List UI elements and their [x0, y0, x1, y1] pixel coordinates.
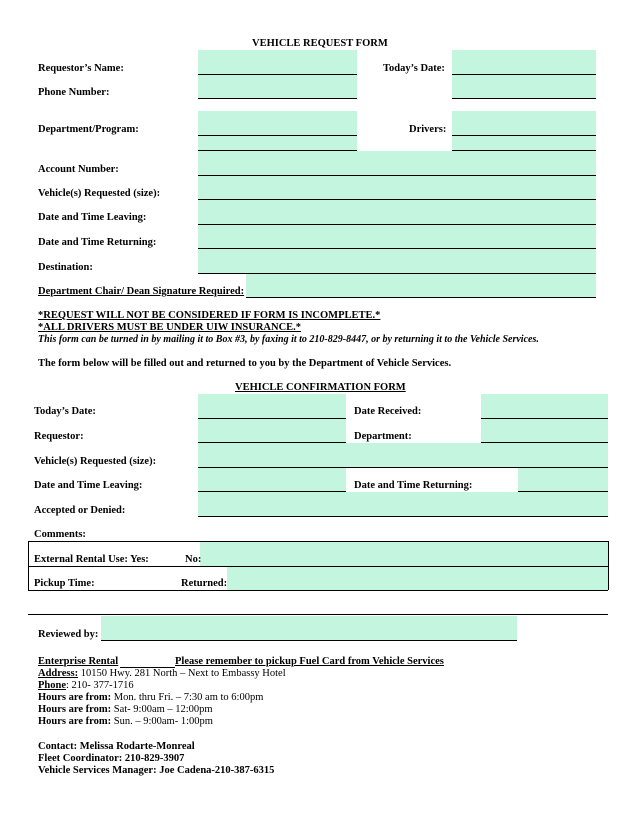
- conf-requestor-label: Requestor:: [34, 431, 84, 442]
- drivers-field[interactable]: [452, 111, 596, 151]
- insurance-notice: *ALL DRIVERS MUST BE UNDER UIW INSURANCE.*: [38, 322, 302, 333]
- signature-label: Department Chair/ Dean Signature Required:: [38, 286, 245, 297]
- conf-leaving-field[interactable]: [198, 467, 346, 492]
- contact-line: Contact: Melissa Rodarte-Monreal: [38, 741, 195, 752]
- signature-field[interactable]: [246, 273, 596, 297]
- comments-label: Comments:: [34, 529, 86, 540]
- address-line: [38, 668, 286, 679]
- hours-line-1: Hours are from: Mon. thru Fri. – 7:30 am to 6:00pm: [38, 692, 264, 703]
- reviewed-by-field[interactable]: [101, 616, 517, 641]
- account-field[interactable]: [198, 151, 596, 175]
- fuel-card-reminder: Please remember to pickup Fuel Card from Vehicle Services: [175, 656, 444, 667]
- destination-label: Destination:: [38, 262, 93, 273]
- requestor-name-label: Requestor’s Name:: [38, 63, 124, 74]
- conf-leaving-label: Date and Time Leaving:: [34, 480, 143, 491]
- date-received-field[interactable]: [481, 394, 608, 418]
- returning-label: Date and Time Returning:: [38, 237, 157, 248]
- vehicles-label: Vehicle(s) Requested (size):: [38, 188, 161, 199]
- returned-field[interactable]: [227, 566, 608, 590]
- account-label: Account Number:: [38, 164, 119, 175]
- conf-requestor-field[interactable]: [198, 418, 346, 443]
- returned-label: Returned:: [181, 578, 228, 589]
- below-text: The form below will be filled out and returned to you by the Department of Vehicle Services.: [38, 358, 452, 369]
- enterprise-rental: Enterprise Rental: [38, 656, 119, 667]
- date-received-label: Date Received:: [354, 406, 422, 417]
- accepted-label: Accepted or Denied:: [34, 505, 126, 516]
- conf-todays-date-field[interactable]: [198, 394, 346, 418]
- conf-returning-field[interactable]: [518, 467, 608, 492]
- destination-field[interactable]: [198, 249, 596, 273]
- conf-todays-date-label: Today’s Date:: [34, 406, 96, 417]
- conf-department-field[interactable]: [481, 418, 608, 443]
- todays-date-field[interactable]: [452, 50, 596, 75]
- pickup-time-label: Pickup Time:: [34, 578, 95, 589]
- requestor-name-field[interactable]: [198, 50, 357, 75]
- returning-field[interactable]: [198, 224, 596, 249]
- phone-value: : 210- 377-1716: [66, 680, 134, 691]
- conf-returning-label: Date and Time Returning:: [354, 480, 473, 491]
- accepted-field[interactable]: [198, 492, 608, 516]
- manager-line: Vehicle Services Manager: Joe Cadena-210-387-6315: [38, 765, 275, 776]
- phone-label-footer: Phone: [38, 680, 67, 691]
- address-label: Address:: [38, 668, 79, 679]
- no-label: No:: [185, 554, 202, 565]
- phone-line: [38, 680, 134, 691]
- fleet-coordinator-line: Fleet Coordinator: 210-829-3907: [38, 753, 185, 764]
- phone-label: Phone Number:: [38, 87, 110, 98]
- confirmation-form-title: VEHICLE CONFIRMATION FORM: [235, 382, 406, 393]
- reviewed-by-label: Reviewed by:: [38, 629, 99, 640]
- leaving-field[interactable]: [198, 200, 596, 224]
- conf-vehicles-field[interactable]: [198, 443, 608, 467]
- hours-line-3: Hours are from: Sun. – 9:00am- 1:00pm: [38, 716, 213, 727]
- leaving-label: Date and Time Leaving:: [38, 212, 147, 223]
- rental-no-field[interactable]: [200, 542, 608, 566]
- instructions-text: This form can be turned in by mailing it to Box #3, by faxing it to 210-829-8447, or by returning it to the Vehicle Services.: [38, 334, 539, 345]
- department-label: Department/Program:: [38, 124, 139, 135]
- todays-date-field-ext[interactable]: [452, 75, 596, 99]
- conf-department-label: Department:: [354, 431, 412, 442]
- address-value: 10150 Hwy. 281 North – Next to Embassy Hotel: [78, 668, 286, 679]
- phone-field[interactable]: [198, 75, 357, 99]
- department-field[interactable]: [198, 111, 357, 151]
- vehicles-field[interactable]: [198, 175, 596, 200]
- external-rental-label: External Rental Use: Yes:: [34, 554, 149, 565]
- request-form-title: VEHICLE REQUEST FORM: [252, 38, 388, 49]
- todays-date-label: Today’s Date:: [383, 63, 445, 74]
- drivers-label: Drivers:: [409, 124, 447, 135]
- incomplete-notice: *REQUEST WILL NOT BE CONSIDERED IF FORM IS INCOMPLETE.*: [38, 310, 381, 321]
- hours-line-2: Hours are from: Sat- 9:00am – 12:00pm: [38, 704, 213, 715]
- conf-vehicles-label: Vehicle(s) Requested (size):: [34, 456, 157, 467]
